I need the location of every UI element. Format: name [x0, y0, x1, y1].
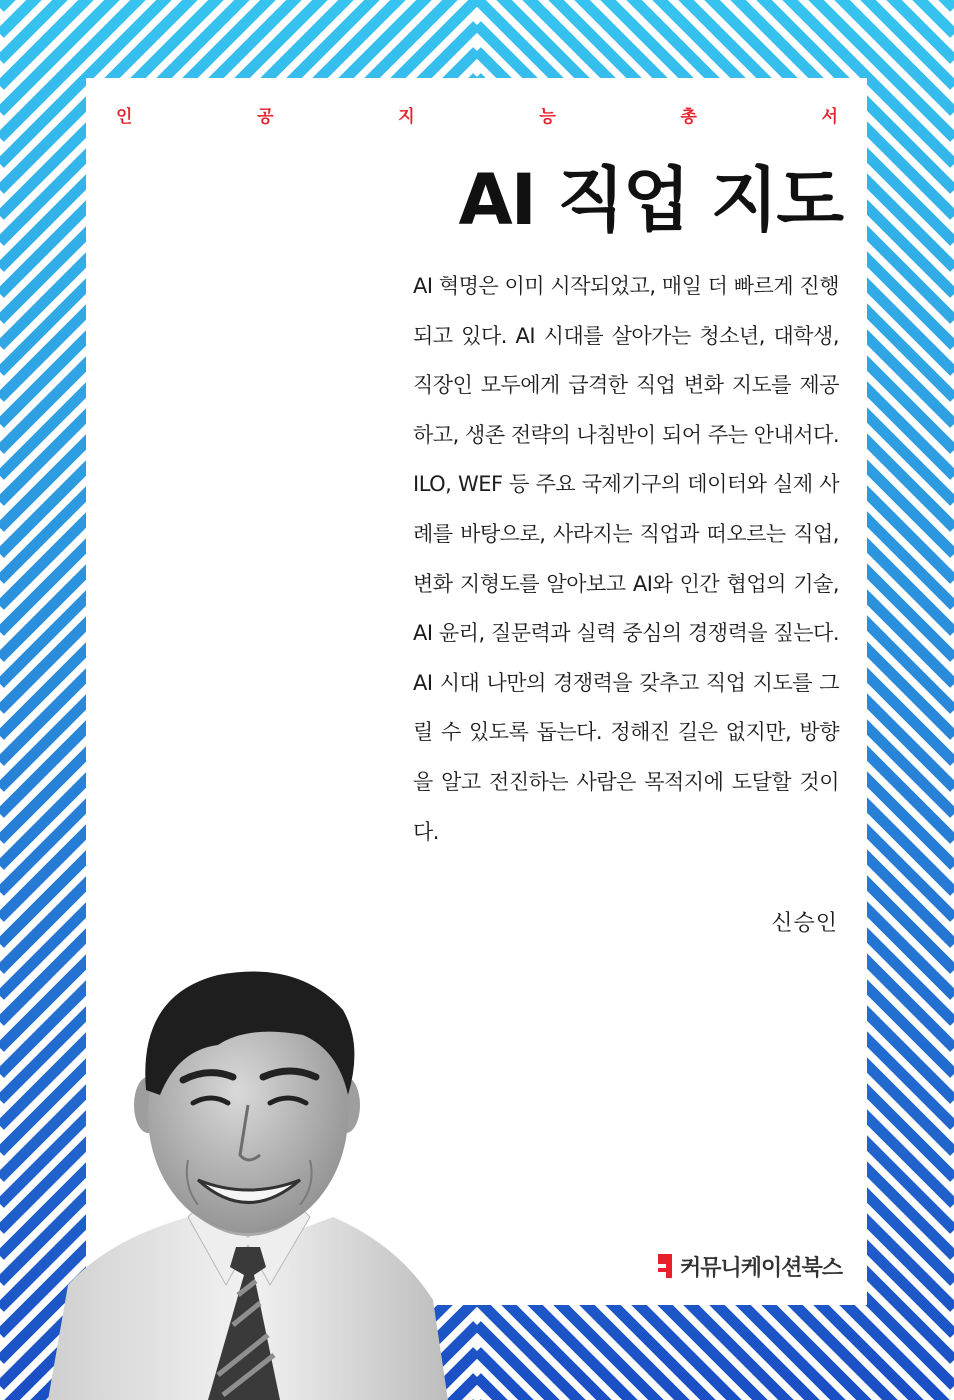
book-title: AI 직업 지도 [458, 159, 842, 241]
author-portrait [48, 955, 448, 1400]
series-char: 공 [257, 106, 274, 127]
series-char: 총 [680, 106, 697, 127]
series-name [116, 100, 838, 128]
publisher-logo [656, 1250, 842, 1282]
publisher-logo-icon [656, 1252, 674, 1280]
series-char: 능 [539, 106, 556, 127]
author-name: 신승인 [771, 911, 838, 936]
series-char: 인 [116, 106, 133, 127]
book-description: AI 혁명은 이미 시작되었고, 매일 더 빠르게 진행되고 있다. AI 시대를 살아가는 청소년, 대학생, 직장인 모두에게 급격한 직업 변화 지도를 제공하고, 생존 전략의 나침반이 되어 주는 안내서다. ILO, WEF 등 주요 국제기구의 데이터와 실제 사례를 바탕으로, 사라지는 직업과 떠오르는 직업, 변화 지형도를 알아보고 AI와 인간 협업의 기술, AI 윤리, 질문력과 실력 중심의 경쟁력을 짚는다. AI 시대 나만의 경쟁력을 갖추고 직업 지도를 그릴 수 있도록 돕는다. 정해진 길은 없지만, 방향을 알고 전진하는 사람은 목적지에 도달할 것이다. [413, 274, 839, 844]
series-char: 서 [821, 106, 838, 127]
series-char: 지 [398, 106, 415, 127]
publisher-name: 커뮤니케이션북스 [679, 1255, 842, 1281]
